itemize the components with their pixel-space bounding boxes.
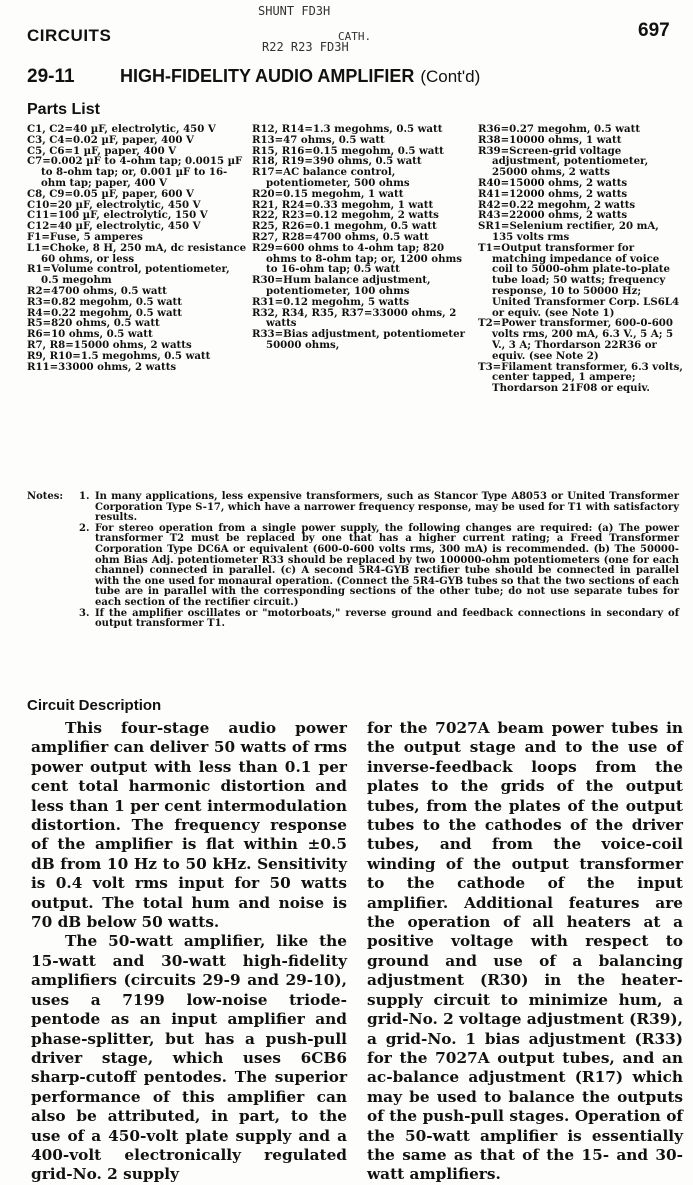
parts-list-item: R20=0.15 megohm, 1 watt [252, 187, 404, 200]
description-left-column [31, 719, 347, 1185]
circuit-description-heading: Circuit Description [27, 697, 162, 714]
parts-column-1 [27, 124, 249, 372]
parts-list-item: L1=Choke, 8 H, 250 mA, dc resistance 60 ohms, or less [27, 241, 247, 265]
parts-list-item: C1, C2=40 µF, electrolytic, 450 V [27, 123, 216, 135]
description-right-column [367, 719, 683, 1185]
note-item [79, 609, 679, 630]
parts-list-item: C3, C4=0.02 µF, paper, 400 V [27, 133, 194, 146]
title-continued: (Cont'd) [420, 67, 481, 86]
parts-list-item: C12=40 µF, electrolytic, 450 V [27, 220, 201, 233]
parts-list-item: R13=47 ohms, 0.5 watt [252, 133, 385, 146]
notes-label: Notes: [27, 491, 64, 502]
parts-list-item: R11=33000 ohms, 2 watts [27, 360, 177, 373]
parts-list-item: C7=0.002 µF to 4-ohm tap; 0.0015 µF to 8-ohm tap; or, 0.001 µF to 16-ohm tap; paper, 400 V [27, 155, 243, 189]
parts-list-item: R9, R10=1.5 megohms, 0.5 watt [27, 349, 211, 362]
parts-list-item: T2=Power transformer, 600-0-600 volts rms, 200 mA, 6.3 V., 5 A; 5 V., 3 A; Thordarson 22R36 or equiv. (see Note 2) [478, 317, 674, 362]
parts-list-item: R42=0.22 megohm, 2 watts [478, 198, 636, 211]
circuit-number: 29-11 [27, 66, 75, 87]
parts-list-item: R41=12000 ohms, 2 watts [478, 187, 628, 200]
parts-list-item: C11=100 µF, electrolytic, 150 V [27, 209, 208, 222]
parts-list-item: R3=0.82 megohm, 0.5 watt [27, 295, 182, 308]
parts-list-item: R5=820 ohms, 0.5 watt [27, 317, 160, 330]
parts-list-item: R12, R14=1.3 megohms, 0.5 watt [252, 123, 443, 135]
note-text: For stereo operation from a single power supply, the following changes are required: (a) The power transformer T2 must be replaced by one that has a higher current rating; a Freed Transformer Corporation Type DC6A or equivalent (600-0-600 volts rms, 300 mA) is recommended. (b) The 50000-ohm Bias Adj. potentiometer R33 should be replaced by two 100000-ohm potentiometers (one for each channel) connected in parallel. (c) A second 5R4-GYB rectifier tube should be connected in parallel with the one used for monaural operation. (Connect the 5R4-GYB tubes so that the two sections of each tube are in parallel with the corresponding sections of the other tube; do not use separate tubes for each section of the rectifier circuit.) [95, 522, 679, 608]
parts-column-2 [252, 124, 474, 351]
note-number: 3. [79, 607, 90, 619]
parts-list-item: C10=20 µF, electrolytic, 450 V [27, 198, 201, 211]
note-item [27, 492, 679, 524]
notes-block [27, 492, 679, 630]
parts-list-item: R39=Screen-grid voltage adjustment, potentiometer, 25000 ohms, 2 watts [478, 144, 649, 179]
parts-list-item: R38=10000 ohms, 1 watt [478, 133, 622, 146]
note-item [79, 524, 679, 609]
parts-list-heading: Parts List [27, 101, 100, 118]
parts-list-item: R40=15000 ohms, 2 watts [478, 176, 628, 189]
parts-list-item: R1=Volume control, potentiometer, 0.5 megohm [27, 263, 230, 287]
parts-list-item: R6=10 ohms, 0.5 watt [27, 328, 153, 341]
note-number: 1. [79, 491, 90, 502]
parts-list-item: R27, R28=4700 ohms, 0.5 watt [252, 230, 429, 243]
parts-list-item: R31=0.12 megohm, 5 watts [252, 295, 410, 308]
handwritten-note-cath: CATH. [338, 30, 372, 43]
handwritten-note-resistors: R22 R23 FD3H [262, 40, 349, 54]
parts-list-item: R22, R23=0.12 megohm, 2 watts [252, 209, 439, 222]
parts-list-item: F1=Fuse, 5 amperes [27, 230, 143, 243]
parts-list-item: R29=600 ohms to 4-ohm tap; 820 ohms to 8-ohm tap; or, 1200 ohms to 16-ohm tap; 0.5 watt [252, 241, 463, 276]
parts-list-item: R25, R26=0.1 megohm, 0.5 watt [252, 220, 437, 233]
note-text: In many applications, less expensive transformers, such as Stancor Type A8053 or United Transformer Corporation Type S-17, which have a narrower frequency response, may be used for T1 with satisfactory results. [95, 491, 679, 524]
parts-list-item: C8, C9=0.05 µF, paper, 600 V [27, 187, 194, 200]
note-number: 2. [79, 522, 90, 534]
parts-list-item: R33=Bias adjustment, potentiometer 50000 ohms, [252, 328, 465, 351]
parts-list-item: R2=4700 ohms, 0.5 watt [27, 284, 167, 297]
running-head: CIRCUITS [27, 26, 112, 45]
parts-list-item: R15, R16=0.15 megohm, 0.5 watt [252, 144, 444, 157]
parts-list-item: R43=22000 ohms, 2 watts [478, 209, 628, 222]
page-number: 697 [638, 20, 670, 41]
parts-column-3 [478, 124, 683, 394]
parts-list-item: T3=Filament transformer, 6.3 volts, center tapped, 1 ampere; Thordarson 21F08 or equiv. [478, 360, 683, 395]
description-paragraph: The 50-watt amplifier, like the 15-watt and 30-watt high-fidelity amplifiers (circuits 29-9 and 29-10), uses a 7199 low-noise triode-pentode as an input amplifier and phase-splitter, but has a push-pull driver stage, which uses 6CB6 sharp-cutoff pentodes. The superior performance of this amplifier can also be attributed, in part, to the use of a 450-volt plate supply and a 400-volt electronically regulated grid-No. 2 supply [31, 932, 347, 1184]
parts-list-item: R17=AC balance control, potentiometer, 500 ohms [252, 166, 410, 189]
handwritten-note-shunt: SHUNT FD3H [258, 4, 331, 18]
title-text: HIGH-FIDELITY AUDIO AMPLIFIER [120, 66, 415, 86]
description-paragraph: for the 7027A beam power tubes in the output stage and to the use of inverse-feedback loops from the plates to the grids of the output tubes, from the plates of the output tubes to the cathodes of the driver tubes, and from the voice-coil winding of the output transformer to the cathode of the input amplifier. Additional features are the operation of all heaters at a positive voltage with respect to ground and use of a balancing adjustment (R30) in the heater-supply circuit to minimize hum, a grid-No. 2 voltage adjustment (R39), a grid-No. 1 bias adjustment (R33) for the 7027A output tubes, and an ac-balance adjustment (R17) which may be used to balance the outputs of the push-pull stages. Operation of the 50-watt amplifier is essentially the same as that of the 15- and 30-watt amplifiers. [367, 719, 683, 1184]
parts-list-item: R4=0.22 megohm, 0.5 watt [27, 306, 182, 319]
parts-list-item: C5, C6=1 µF, paper, 400 V [27, 144, 177, 157]
parts-list-item: R36=0.27 megohm, 0.5 watt [478, 123, 641, 135]
parts-list-item: R32, R34, R35, R37=33000 ohms, 2 watts [252, 306, 457, 330]
note-text: If the amplifier oscillates or "motorboats," reverse ground and feedback connections in secondary of output transformer T1. [95, 607, 679, 630]
parts-list-item: R21, R24=0.33 megohm, 1 watt [252, 198, 434, 211]
parts-list-item: R7, R8=15000 ohms, 2 watts [27, 338, 192, 351]
parts-list-item: SR1=Selenium rectifier, 20 mA, 135 volts rms [478, 220, 659, 243]
page-title [120, 66, 480, 87]
parts-list-item: R30=Hum balance adjustment, potentiometer, 100 ohms [252, 274, 431, 297]
description-paragraph: This four-stage audio power amplifier can deliver 50 watts of rms power output with less than 0.1 per cent total harmonic distortion and less than 1 per cent intermodulation distortion. The frequency response of the amplifier is flat within ±0.5 dB from 10 Hz to 50 kHz. Sensitivity is 0.4 volt rms input for 50 watts output. The total hum and noise is 70 dB below 50 watts. [31, 719, 347, 932]
parts-list-item: R18, R19=390 ohms, 0.5 watt [252, 155, 422, 168]
parts-list-item: T1=Output transformer for matching impedance of voice coil to 5000-ohm plate-to-plate tube load; 50 watts; frequency response, 10 to 50000 Hz; United Transformer Corp. LS6L4 or equiv. (see Note 1) [478, 241, 680, 319]
